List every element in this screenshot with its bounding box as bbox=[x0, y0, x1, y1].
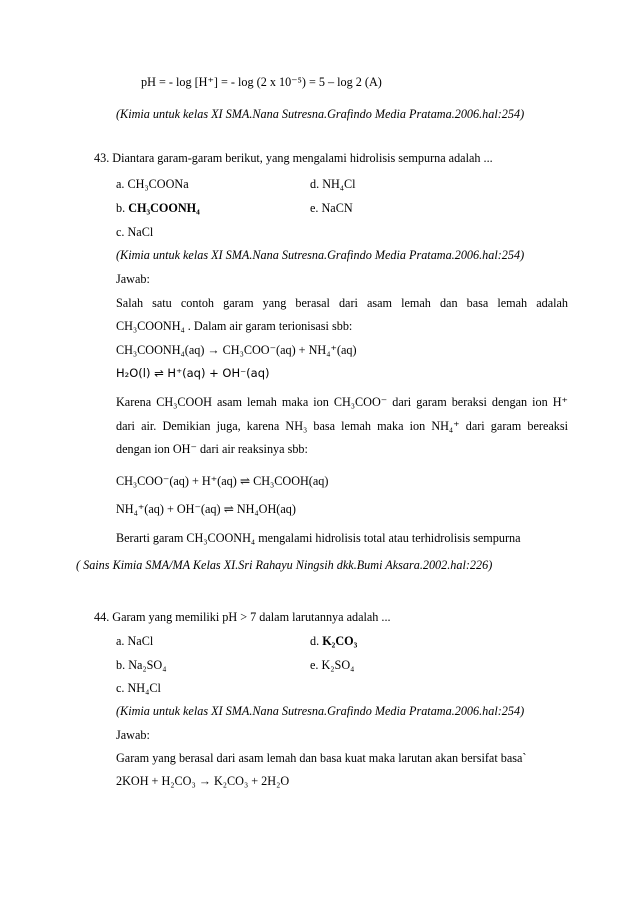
equation-4: NH₄⁺(aq) + OH⁻(aq) ⇌ NH₄OH(aq) bbox=[116, 502, 296, 516]
equation-5: 2KOH + H₂CO₃ → K₂CO₃ + 2H₂O bbox=[116, 774, 290, 788]
answer-43-line-3: Karena CH₃COOH asam lemah maka ion CH₃COO⁻ dari garam beraksi dengan ion H⁺ bbox=[116, 395, 568, 409]
option-43-d: d. NH₄Cl bbox=[310, 177, 356, 191]
option-43-b-answer: CH₃COONH₄ bbox=[128, 201, 200, 215]
option-43-c: c. NaCl bbox=[116, 225, 154, 239]
option-44-b: b. Na₂SO₄ bbox=[116, 658, 167, 672]
answer-label-44: Jawab: bbox=[116, 728, 150, 742]
answer-43-line-2: CH₃COONH₄ . Dalam air garam terionisasi sbb: bbox=[116, 319, 353, 333]
option-43-b: b. CH₃COONH₄ bbox=[116, 201, 200, 215]
ph-formula: pH = - log [H⁺] = - log (2 x 10⁻⁵) = 5 – log 2 (A) bbox=[141, 75, 382, 89]
option-44-d-answer: K₂CO₃ bbox=[322, 634, 358, 648]
answer-43-line-1: Salah satu contoh garam yang berasal dari asam lemah dan basa lemah adalah bbox=[116, 296, 568, 310]
option-43-e: e. NaCN bbox=[310, 201, 353, 215]
question-44: 44. Garam yang memiliki pH > 7 dalam larutannya adalah ... bbox=[94, 610, 391, 624]
answer-43-conclusion: Berarti garam CH₃COONH₄ mengalami hidrolisis total atau terhidrolisis sempurna bbox=[116, 531, 521, 545]
answer-43-line-5: dengan ion OH⁻ dari air reaksinya sbb: bbox=[116, 442, 308, 456]
reference-2: (Kimia untuk kelas XI SMA.Nana Sutresna.Grafindo Media Pratama.2006.hal:254) bbox=[116, 248, 525, 262]
answer-43-line-4: dari air. Demikian juga, karena NH₃ basa lemah maka ion NH₄⁺ dari garam bereaksi bbox=[116, 419, 568, 433]
reference-4: (Kimia untuk kelas XI SMA.Nana Sutresna.Grafindo Media Pratama.2006.hal:254) bbox=[116, 704, 525, 718]
equation-3: CH₃COO⁻(aq) + H⁺(aq) ⇌ CH₃COOH(aq) bbox=[116, 474, 329, 488]
option-44-a: a. NaCl bbox=[116, 634, 154, 648]
option-44-c: c. NH₄Cl bbox=[116, 681, 161, 695]
reference-3: ( Sains Kimia SMA/MA Kelas XI.Sri Rahayu Ningsih dkk.Bumi Aksara.2002.hal:226) bbox=[76, 558, 493, 572]
equation-2: H₂O(l) ⇌ H⁺(aq) + OH⁻(aq) bbox=[116, 366, 270, 380]
question-43: 43. Diantara garam-garam berikut, yang mengalami hidrolisis sempurna adalah ... bbox=[94, 151, 493, 165]
option-43-a: a. CH₃COONa bbox=[116, 177, 189, 191]
equation-1: CH₃COONH₄(aq) → CH₃COO⁻(aq) + NH₄⁺(aq) bbox=[116, 343, 357, 357]
option-44-e: e. K₂SO₄ bbox=[310, 658, 355, 672]
reference-1: (Kimia untuk kelas XI SMA.Nana Sutresna.Grafindo Media Pratama.2006.hal:254) bbox=[116, 107, 525, 121]
answer-label-43: Jawab: bbox=[116, 272, 150, 286]
option-44-d: d. K₂CO₃ bbox=[310, 634, 358, 648]
answer-44-line-1: Garam yang berasal dari asam lemah dan basa kuat maka larutan akan bersifat basa` bbox=[116, 751, 527, 765]
